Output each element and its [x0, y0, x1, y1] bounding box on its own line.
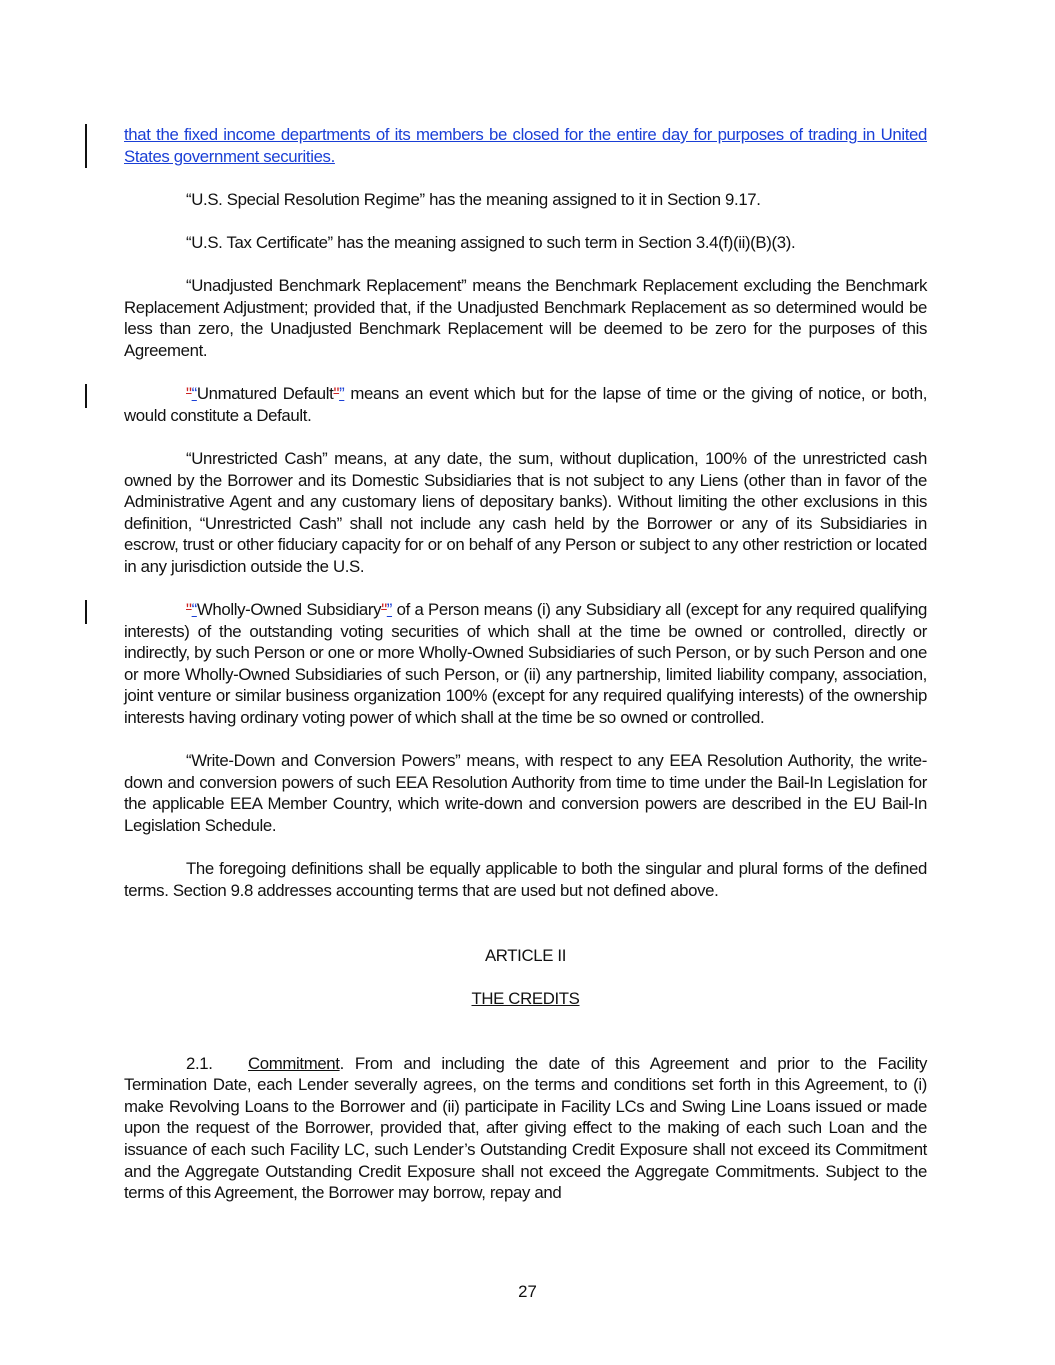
definition-unadjusted-benchmark-replacement: “Unadjusted Benchmark Replacement” means the Benchmark Replacement excluding the Benchmark Replacement Adjustment; provided that, if the Unadjusted Benchmark Replacement as so determined would be less than zero, the Unadjusted Benchmark Replacement will be deemed to be zero for the purposes of this Agreement. — [124, 276, 927, 360]
inserted-quote: “ — [191, 600, 197, 620]
document-page — [124, 124, 927, 1204]
definition-us-special-resolution-regime: “U.S. Special Resolution Regime” has the meaning assigned to it in Section 9.17. — [186, 189, 761, 209]
deleted-quote: " — [333, 384, 340, 404]
revision-bar — [85, 384, 87, 408]
article-heading: ARTICLE II — [484, 945, 567, 965]
foregoing-definitions-paragraph: The foregoing definitions shall be equally applicable to both the singular and plural forms of the defined terms. Section 9.8 addresses accounting terms that are used but not defined above. — [124, 859, 927, 900]
definition-unmatured-default — [124, 383, 927, 426]
inserted-quote: ” — [386, 600, 393, 620]
inserted-quote: “ — [191, 384, 197, 404]
definition-unrestricted-cash: “Unrestricted Cash” means, at any date, the sum, without duplication, 100% of the unrestricted cash owned by the Borrower and its Domestic Subsidiaries that is not subject to any Liens (other than in favor of the Administrative Agent and any customary liens of depositary banks). Without limiting the other exclusions in this definition, “Unrestricted Cash” shall not include any cash held by the Borrower or any of its Subsidiaries in escrow, trust or other fiduciary capacity for or on behalf of any Person or subject to any other restriction or located in any jurisdiction outside the U.S. — [124, 448, 927, 576]
defined-term: Unmatured Default — [196, 384, 334, 404]
revision-bar — [85, 124, 87, 168]
section-title: Commitment — [248, 1053, 340, 1073]
inserted-text-paragraph: that the fixed income departments of its members be closed for the entire day for purposes of trading in United States government securities. — [124, 125, 927, 166]
section-2-1-paragraph — [124, 1053, 927, 1204]
definition-text: means an event which but for the lapse of time or the giving of notice, or both, would constitute a Default. — [124, 384, 928, 425]
deleted-quote: " — [381, 600, 387, 620]
article-title: THE CREDITS — [471, 988, 580, 1008]
definition-us-tax-certificate: “U.S. Tax Certificate” has the meaning assigned to such term in Section 3.4(f)(ii)(B)(3). — [186, 232, 796, 252]
definition-wholly-owned-subsidiary — [124, 599, 927, 729]
page-number: 27 — [518, 1282, 537, 1301]
deleted-quote: " — [186, 384, 192, 404]
definition-text: of a Person means (i) any Subsidiary all (except for any required qualifying interests) of the outstanding voting securities of which shall at the time be owned or controlled, directly or indirectly, by such Person or one or more Wholly-Owned Subsidiaries of such Person, or by such Person and one or more Wholly-Owned Subsidiaries of such Person, or (ii) any partnership, limited liability company, association, joint venture or similar business organization 100% (except for any required qualifying interests) of the ownership interests having ordinary voting power of which shall at the time be so owned or controlled. — [124, 600, 927, 728]
definition-write-down-conversion-powers: “Write-Down and Conversion Powers” means, with respect to any EEA Resolution Authority, the write-down and conversion powers of such EEA Resolution Authority from time to time under the Bail-In Legislation for the applicable EEA Member Country, which write-down and conversion powers are described in the EU Bail-In Legislation Schedule. — [124, 751, 927, 835]
section-number: 2.1. — [186, 1053, 213, 1073]
inserted-quote: ” — [339, 384, 345, 404]
revision-bar — [85, 600, 87, 624]
deleted-quote: " — [186, 600, 192, 620]
section-text: . From and including the date of this Agreement and prior to the Facility Termination Date, each Lender severally agrees, on the terms and conditions set forth in this Agreement, to (i) make Revolving Loans to the Borrower and (ii) participate in Facility LCs and Swing Line Loans issued or made upon the request of the Borrower, provided that, after giving effect to the making of each such Loan and the issuance of each such Facility LC, such Lender’s Outstanding Credit Exposure shall not exceed its Commitment and the Aggregate Outstanding Credit Exposure shall not exceed the Aggregate Commitments. Subject to the terms of this Agreement, the Borrower may borrow, repay and — [124, 1053, 927, 1203]
defined-term: Wholly-Owned Subsidiary — [196, 600, 382, 620]
